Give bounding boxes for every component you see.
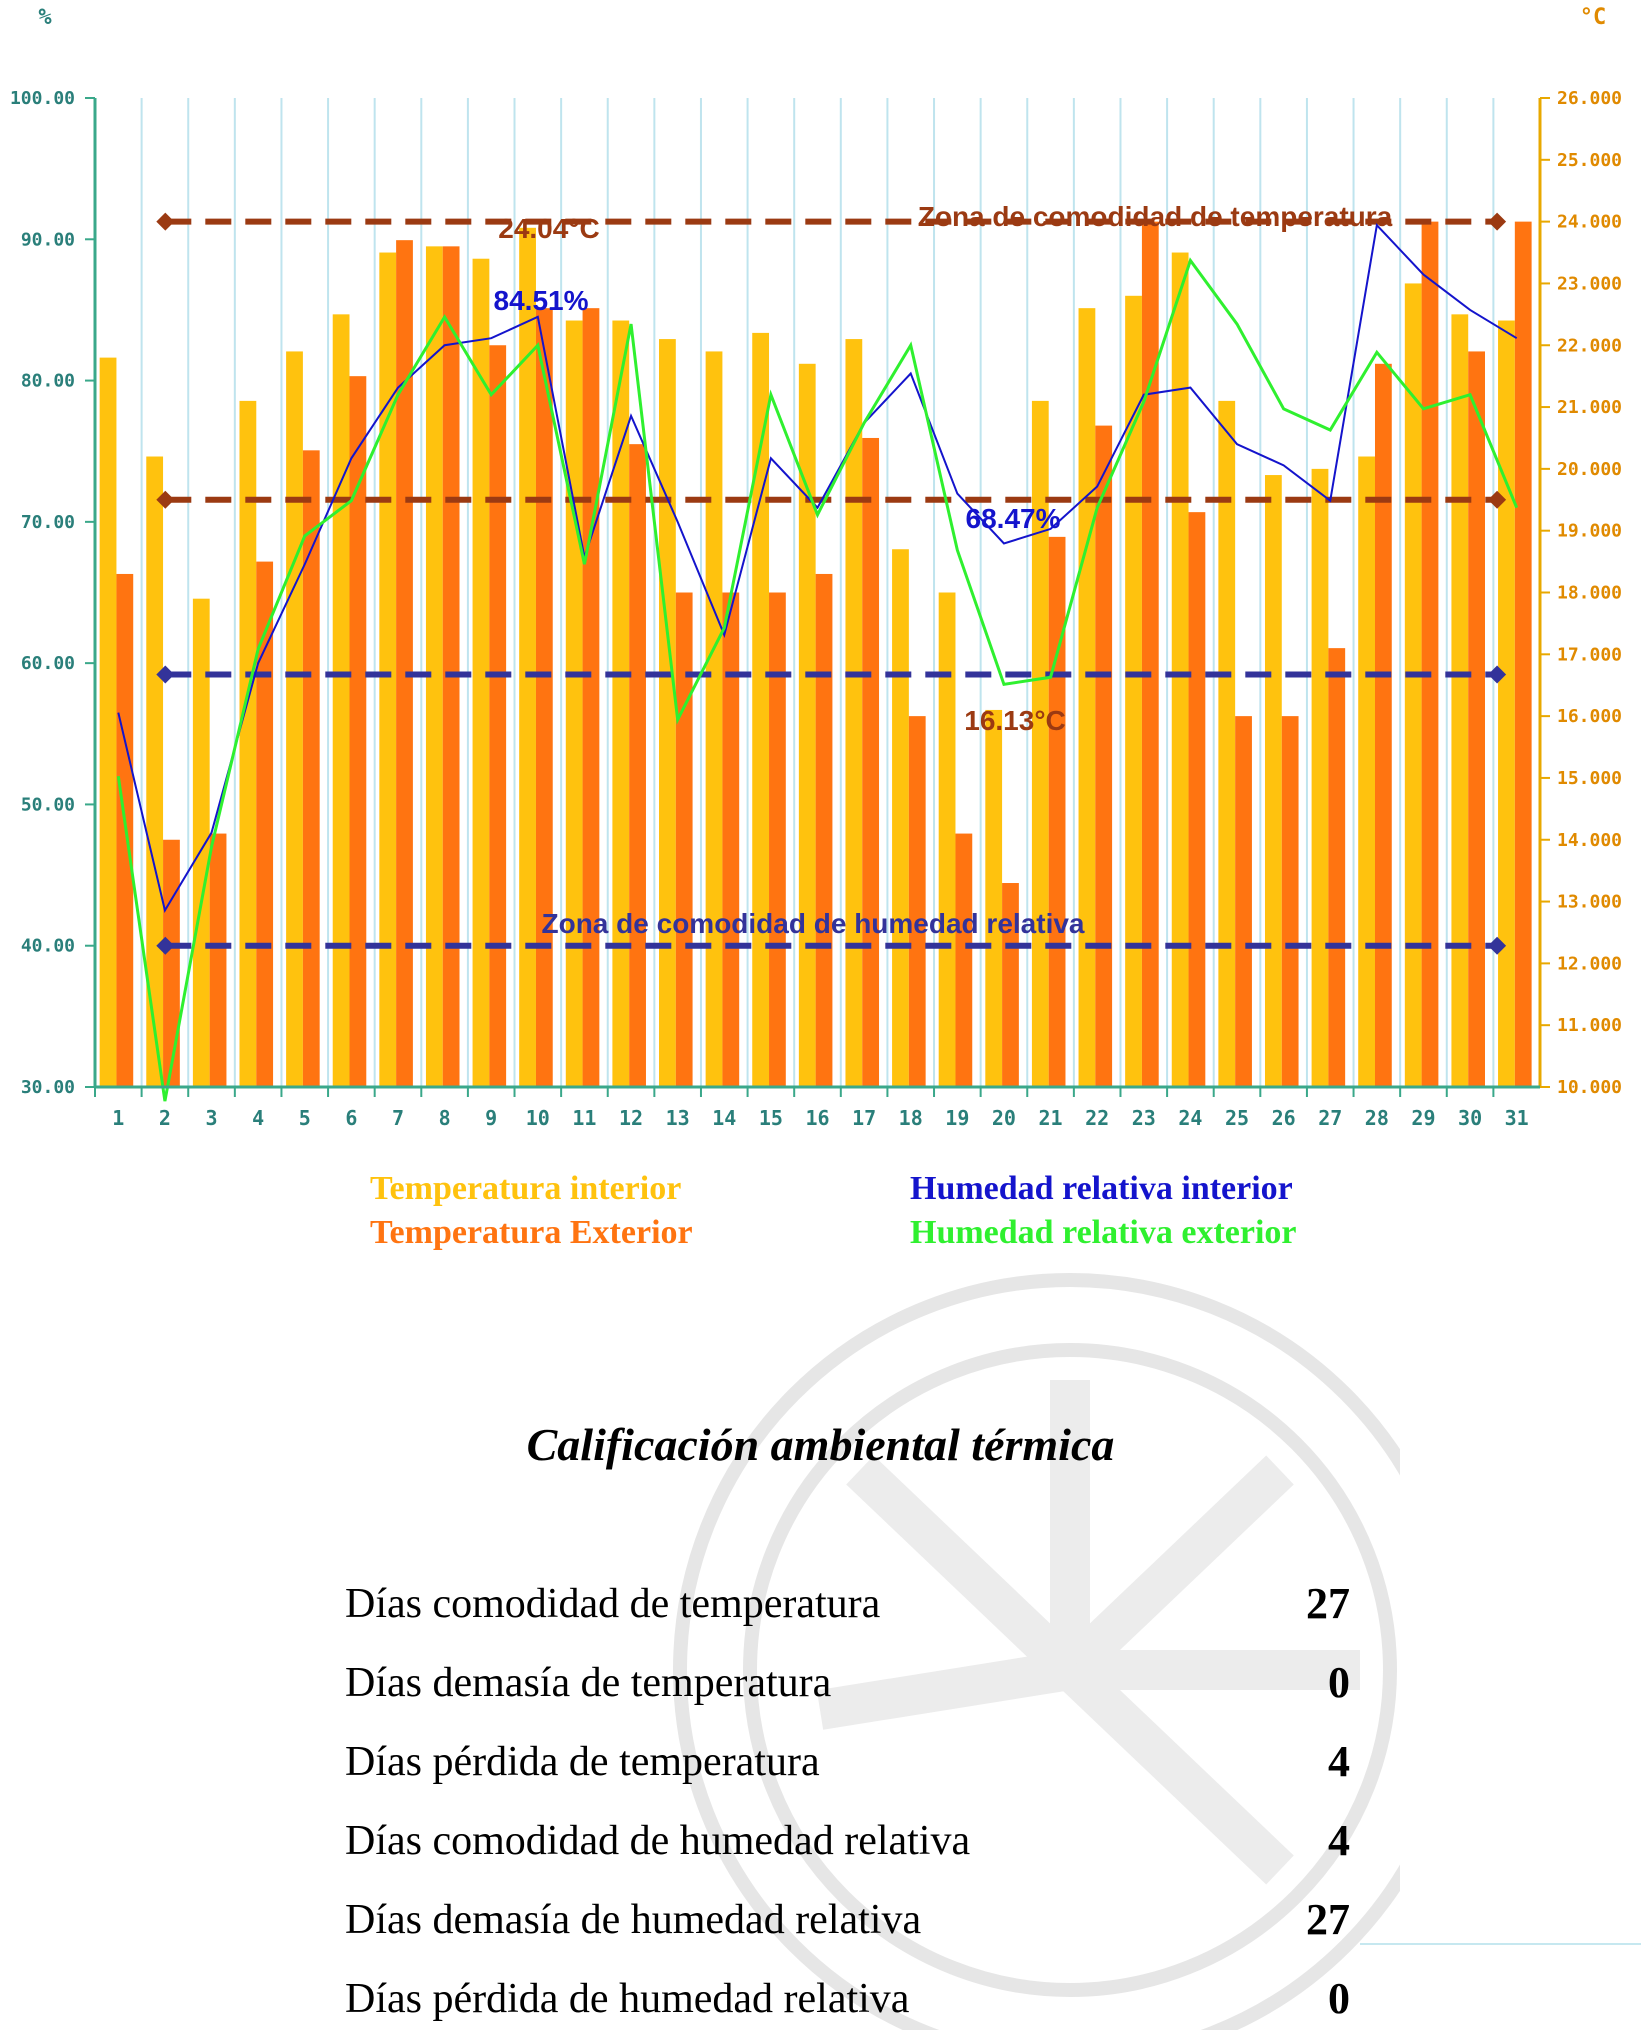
- bar-temp-interior: [706, 351, 723, 1087]
- bar-temp-interior: [379, 253, 396, 1087]
- right-unit-label: °C: [1579, 5, 1607, 30]
- right-tick-label: 22.000: [1557, 335, 1623, 357]
- humidity-zone-label: Zona de comodidad de humedad relativa: [541, 908, 1085, 939]
- stat-row: [345, 1649, 1350, 1728]
- bar-temp-exterior: [210, 834, 227, 1087]
- annotation-label: 16.13°C: [964, 705, 1066, 736]
- stat-value: 4: [1328, 1816, 1350, 1865]
- left-tick-label: 60.00: [20, 653, 75, 675]
- x-tick-label: 5: [298, 1106, 311, 1130]
- right-tick-label: 12.000: [1557, 953, 1623, 975]
- stat-value: 0: [1328, 1658, 1350, 1707]
- stat-row: [345, 1807, 1350, 1886]
- bar-temp-interior: [240, 401, 257, 1087]
- x-tick-label: 22: [1085, 1106, 1110, 1130]
- bar-temp-exterior: [1049, 537, 1066, 1087]
- bar-temp-exterior: [1375, 364, 1392, 1087]
- bar-temp-exterior: [1328, 648, 1345, 1087]
- bar-temp-interior: [985, 710, 1002, 1087]
- legend-temp-interior: Temperatura interior: [370, 1170, 682, 1207]
- x-tick-label: 15: [758, 1106, 783, 1130]
- right-tick-label: 13.000: [1557, 891, 1623, 913]
- bar-temp-exterior: [303, 450, 320, 1087]
- bar-temp-exterior: [1282, 716, 1299, 1087]
- stat-label: Días comodidad de temperatura: [345, 1581, 881, 1627]
- x-tick-label: 1: [112, 1106, 125, 1130]
- stat-label: Días comodidad de humedad relativa: [345, 1818, 971, 1864]
- bar-temp-exterior: [909, 716, 926, 1087]
- left-tick-label: 80.00: [20, 370, 75, 392]
- bar-temp-interior: [1218, 401, 1235, 1087]
- calificacion-table: [345, 1570, 1350, 2044]
- x-tick-label: 30: [1458, 1106, 1483, 1130]
- x-tick-label: 18: [898, 1106, 923, 1130]
- x-tick-label: 7: [391, 1106, 405, 1130]
- left-tick-label: 40.00: [20, 935, 75, 957]
- bar-temp-exterior: [583, 308, 600, 1087]
- left-tick-label: 30.00: [20, 1077, 75, 1098]
- x-tick-label: 16: [805, 1106, 830, 1130]
- x-tick-label: 19: [945, 1106, 970, 1130]
- bar-temp-interior: [1498, 321, 1515, 1087]
- bar-temp-exterior: [1235, 716, 1252, 1087]
- x-tick-label: 10: [525, 1106, 550, 1130]
- bar-series: [100, 222, 1532, 1087]
- x-tick-label: 29: [1411, 1106, 1436, 1130]
- bar-temp-interior: [1265, 475, 1282, 1087]
- bar-temp-exterior: [396, 240, 413, 1087]
- bar-temp-exterior: [1515, 222, 1532, 1087]
- right-tick-label: 26.000: [1557, 88, 1623, 109]
- right-tick-label: 20.000: [1557, 458, 1623, 480]
- bar-temp-exterior: [1468, 351, 1485, 1087]
- bar-temp-exterior: [1422, 222, 1439, 1087]
- bar-temp-interior: [333, 314, 350, 1087]
- stat-label: Días demasía de temperatura: [345, 1660, 832, 1706]
- bar-temp-exterior: [629, 444, 646, 1087]
- right-tick-label: 18.000: [1557, 582, 1623, 604]
- x-tick-label: 12: [619, 1106, 644, 1130]
- bar-temp-exterior: [769, 593, 786, 1088]
- x-tick-label: 4: [252, 1106, 265, 1130]
- stat-value: 27: [1306, 1579, 1350, 1628]
- bar-temp-interior: [100, 358, 117, 1087]
- bar-temp-exterior: [256, 562, 273, 1087]
- bar-temp-interior: [1451, 314, 1468, 1087]
- bar-temp-exterior: [816, 574, 833, 1087]
- comfort-zone-marker: [1488, 213, 1506, 231]
- left-tick-label: 100.00: [9, 88, 75, 109]
- left-tick-label: 70.00: [20, 511, 75, 533]
- right-tick-label: 15.000: [1557, 767, 1623, 789]
- bar-temp-exterior: [536, 308, 553, 1087]
- stat-value: 27: [1306, 1895, 1350, 1944]
- bar-temp-interior: [659, 339, 676, 1087]
- right-tick-label: 25.000: [1557, 149, 1623, 171]
- bar-temp-exterior: [163, 840, 180, 1087]
- bar-temp-exterior: [489, 345, 506, 1087]
- left-tick-label: 90.00: [20, 229, 75, 251]
- bar-temp-exterior: [955, 834, 972, 1087]
- right-tick-label: 14.000: [1557, 829, 1623, 851]
- x-tick-label: 14: [712, 1106, 737, 1130]
- left-unit-label: %: [38, 5, 52, 30]
- x-tick-label: 6: [345, 1106, 358, 1130]
- bar-temp-exterior: [443, 246, 460, 1087]
- legend-temp-exterior: Temperatura Exterior: [370, 1214, 693, 1251]
- annotation-label: 68.47%: [965, 503, 1061, 534]
- x-tick-label: 20: [991, 1106, 1016, 1130]
- right-tick-label: 19.000: [1557, 520, 1623, 542]
- bar-temp-exterior: [1142, 222, 1159, 1087]
- x-tick-label: 8: [438, 1106, 451, 1130]
- stat-row: [345, 1886, 1350, 1965]
- right-tick-label: 17.000: [1557, 644, 1623, 666]
- stat-value: 4: [1328, 1737, 1350, 1786]
- left-tick-label: 50.00: [20, 794, 75, 816]
- stat-value: 0: [1328, 1974, 1350, 2023]
- x-tick-label: 3: [205, 1106, 218, 1130]
- x-tick-label: 27: [1318, 1106, 1343, 1130]
- x-tick-label: 28: [1364, 1106, 1389, 1130]
- bar-temp-exterior: [722, 593, 739, 1088]
- stat-row: [345, 1728, 1350, 1807]
- x-tick-label: 11: [572, 1106, 597, 1130]
- stat-row: [345, 1965, 1350, 2044]
- right-tick-label: 10.000: [1557, 1077, 1623, 1098]
- divider-line: [1360, 1943, 1641, 1945]
- bar-temp-interior: [1358, 457, 1375, 1087]
- bar-temp-exterior: [1189, 512, 1206, 1087]
- legend-hum-exterior: Humedad relativa exterior: [910, 1214, 1297, 1251]
- bar-temp-exterior: [676, 593, 693, 1088]
- bar-temp-interior: [1079, 308, 1096, 1087]
- right-tick-label: 21.000: [1557, 397, 1623, 419]
- comfort-zone-marker: [156, 213, 174, 231]
- x-tick-label: 17: [852, 1106, 877, 1130]
- x-tick-label: 26: [1271, 1106, 1296, 1130]
- right-tick-label: 11.000: [1557, 1015, 1623, 1037]
- x-tick-label: 13: [665, 1106, 690, 1130]
- stat-label: Días pérdida de humedad relativa: [345, 1976, 910, 2022]
- bar-temp-exterior: [1095, 426, 1112, 1087]
- right-tick-label: 16.000: [1557, 706, 1623, 728]
- bar-temp-interior: [566, 321, 583, 1087]
- x-tick-label: 21: [1038, 1106, 1063, 1130]
- annotation-label: 84.51%: [493, 285, 589, 316]
- bar-temp-interior: [1172, 253, 1189, 1087]
- x-tick-label: 31: [1504, 1106, 1529, 1130]
- right-tick-label: 23.000: [1557, 273, 1623, 295]
- temp-zone-label: Zona de comodidad de temperatura: [917, 201, 1393, 232]
- stat-label: Días pérdida de temperatura: [345, 1739, 820, 1785]
- bar-temp-interior: [286, 351, 303, 1087]
- bar-temp-interior: [892, 549, 909, 1087]
- calificacion-title: Calificación ambiental térmica: [526, 1419, 1115, 1470]
- legend-hum-interior: Humedad relativa interior: [910, 1170, 1293, 1207]
- x-tick-label: 25: [1224, 1106, 1250, 1130]
- x-tick-label: 9: [485, 1106, 498, 1130]
- stat-label: Días demasía de humedad relativa: [345, 1897, 922, 1943]
- bar-temp-interior: [1312, 469, 1329, 1087]
- bar-temp-interior: [612, 321, 629, 1087]
- bar-temp-interior: [939, 593, 956, 1088]
- bar-temp-interior: [426, 246, 443, 1087]
- right-tick-label: 24.000: [1557, 211, 1623, 233]
- annotation-label: 24.04°C: [498, 213, 600, 244]
- x-tick-label: 23: [1131, 1106, 1156, 1130]
- x-tick-label: 24: [1178, 1106, 1203, 1130]
- stat-row: [345, 1570, 1350, 1649]
- bar-temp-exterior: [862, 438, 879, 1087]
- x-tick-label: 2: [158, 1106, 171, 1130]
